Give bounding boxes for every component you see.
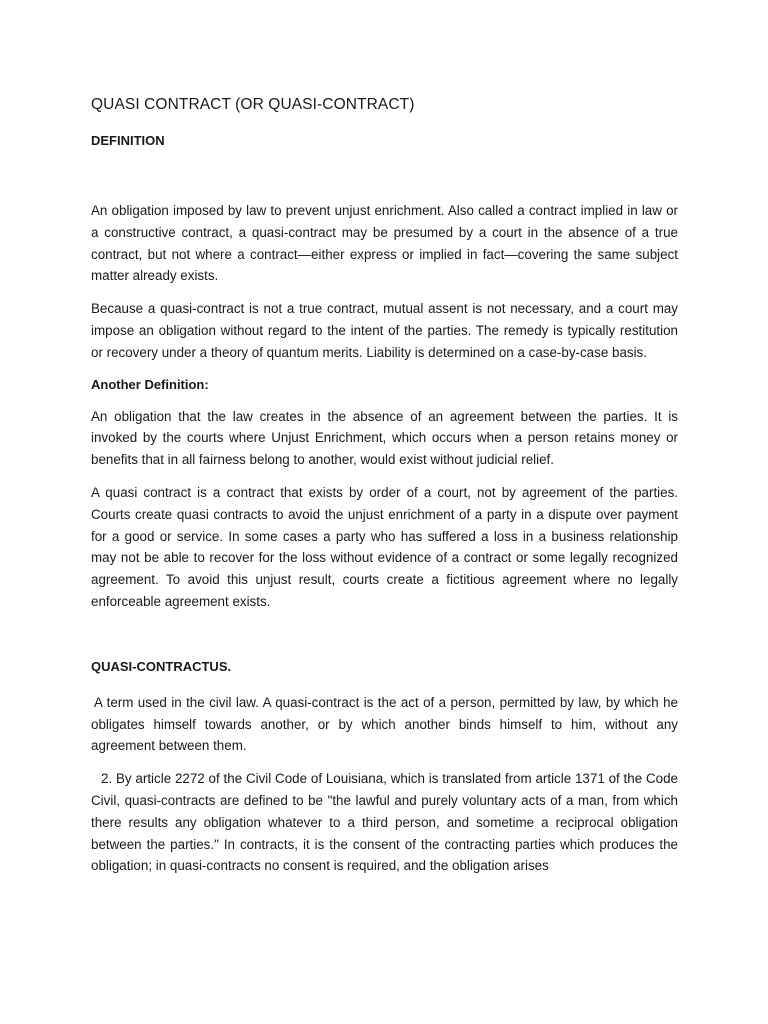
document-body (91, 94, 678, 877)
paragraph-quasi-contractus-2: 2. By article 2272 of the Civil Code of Louisiana, which is translated from article 1371 of the Code Civil, quasi-contracts are defined to be "the lawful and purely voluntary acts of a man, from which there results any obligation whatever to a third person, and sometime a reciprocal obligation between the parties." In contracts, it is the consent of the contracting parties which produces the obligation; in quasi-contracts no consent is required, and the obligation arises (91, 771, 678, 874)
heading-quasi-contractus: QUASI-CONTRACTUS. (91, 658, 232, 674)
paragraph-definition-1: An obligation imposed by law to prevent unjust enrichment. Also called a contract implied in law or a constructive contract, a quasi-contract may be presumed by a court in the absence of a true contract, but not where a contract—either express or implied in fact—covering the same subject matter already exists. (91, 203, 678, 284)
heading-definition: DEFINITION (91, 133, 165, 148)
paragraph-quasi-contractus-1: A term used in the civil law. A quasi-contract is the act of a person, permitted by law, by which he obligates himself towards another, or by which another binds himself to him, without any agreement between them. (91, 694, 678, 754)
document-title: QUASI CONTRACT (OR QUASI-CONTRACT) (91, 96, 415, 113)
paragraph-another-1: An obligation that the law creates in the absence of an agreement between the parties. It is invoked by the courts where Unjust Enrichment, which occurs when a person retains money or benefits that in all fairness belong to another, would exist without judicial relief. (91, 408, 678, 468)
paragraph-definition-2: Because a quasi-contract is not a true contract, mutual assent is not necessary, and a court may impose an obligation without regard to the intent of the parties. The remedy is typically restitution or recovery under a theory of quantum merits. Liability is determined on a case-by-case basis. (91, 301, 678, 360)
paragraph-another-2: A quasi contract is a contract that exists by order of a court, not by agreement of the parties. Courts create quasi contracts to avoid the unjust enrichment of a party in a dispute over payment for a good or service. In some cases a party who has suffered a loss in a business relationship may not be able to recover for the loss without evidence of a contract or some legally recognized agreement. To avoid this unjust result, courts create a fictitious agreement where no legally enforceable agreement exists. (91, 484, 678, 609)
heading-another-definition: Another Definition: (91, 376, 209, 392)
